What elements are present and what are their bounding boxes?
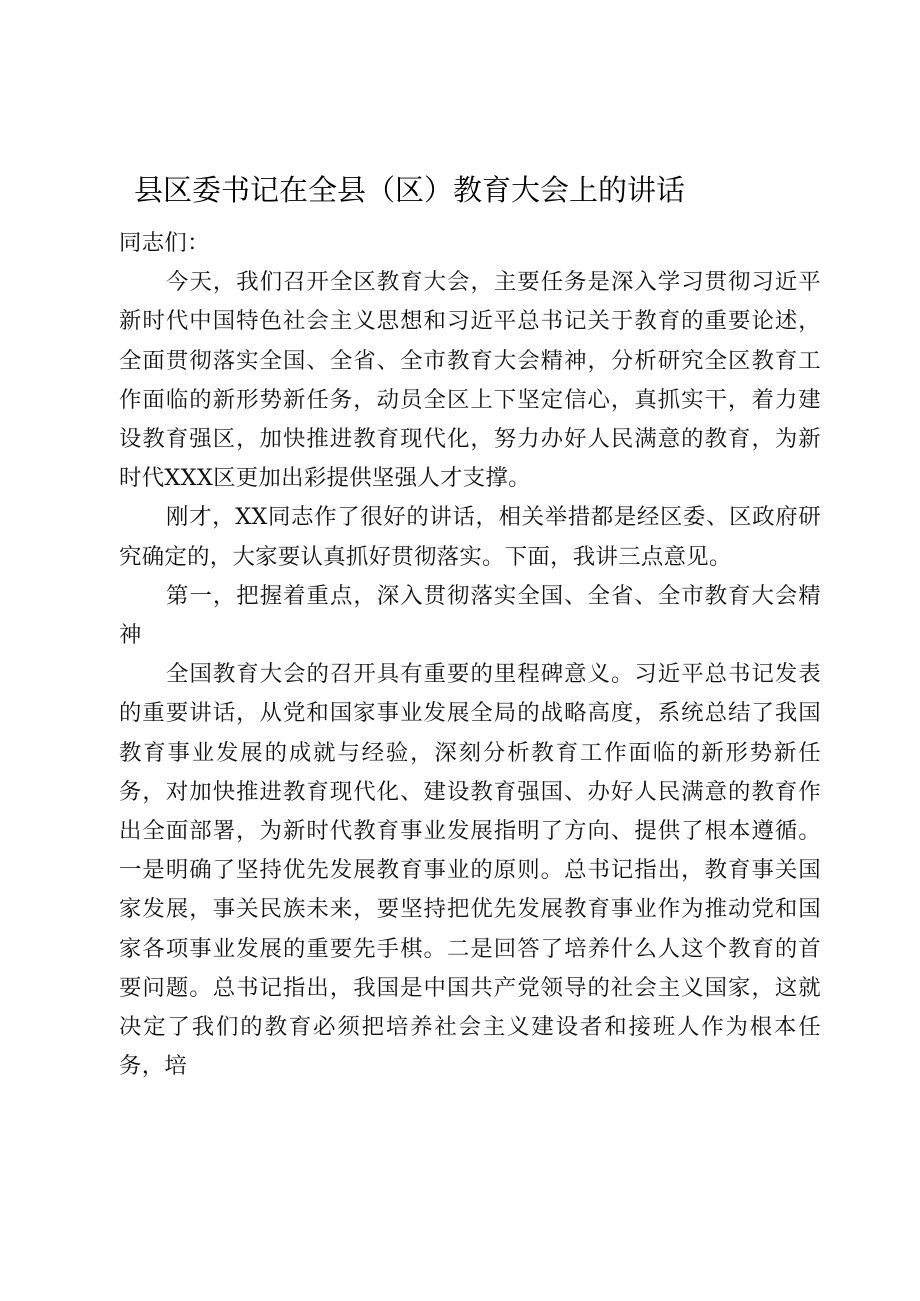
section-heading-first: 第一，把握着重点，深入贯彻落实全国、全省、全市教育大会精神 xyxy=(119,582,821,649)
salutation: 同志们： xyxy=(119,230,210,256)
document-title: 县区委书记在全县（区）教育大会上的讲话 xyxy=(134,173,686,207)
paragraph-national-conference: 全国教育大会的召开具有重要的里程碑意义。习近平总书记发表的重要讲话，从党和国家事业发展全局的战略高度，系统总结了我国教育事业发展的成就与经验，深刻分析教育工作面临的新形势新任务，对加快推进教育现代化、建设教育强国、办好人民满意的教育作出全面部署，为新时代教育事业发展指明了方向、提供了根本遵循。一是明确了坚持优先发展教育事业的原则。总书记指出，教育事关国家发展，事关民族未来，要坚持把优先发展教育事业作为推动党和国家各项事业发展的重要先手棋。二是回答了培养什么人这个教育的首要问题。总书记指出，我国是中国共产党领导的社会主义国家，这就决定了我们的教育必须把培养社会主义建设者和接班人作为根本任务，培 xyxy=(119,661,821,1080)
document-body xyxy=(119,224,821,1086)
paragraph-transition: 刚才，XX同志作了很好的讲话，相关举措都是经区委、区政府研究确定的，大家要认真抓好贯彻落实。下面，我讲三点意见。 xyxy=(119,504,821,570)
paragraph-opening: 今天，我们召开全区教育大会，主要任务是深入学习贯彻习近平新时代中国特色社会主义思想和习近平总书记关于教育的重要论述，全面贯彻落实全国、全省、全市教育大会精神，分析研究全区教育工作面临的新形势新任务，动员全区上下坚定信心，真抓实干，着力建设教育强区，加快推进教育现代化，努力办好人民满意的教育，为新时代XXX区更加出彩提供坚强人才支撑。 xyxy=(119,269,821,492)
